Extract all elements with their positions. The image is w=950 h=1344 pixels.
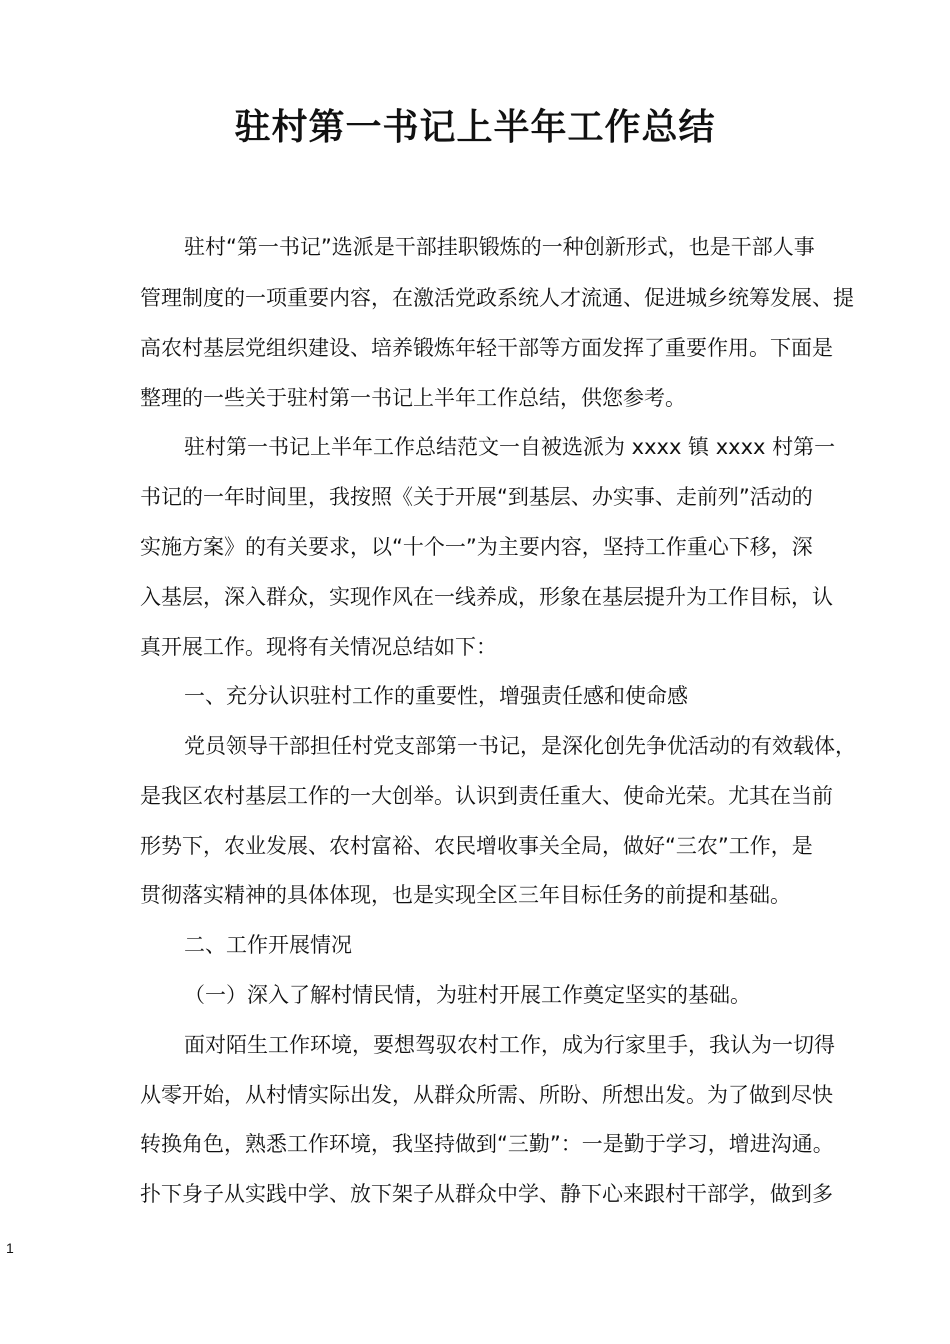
paragraph-line: 贯彻落实精神的具体体现，也是实现全区三年目标任务的前提和基础。 <box>140 883 791 907</box>
paragraph-line: 真开展工作。现将有关情况总结如下： <box>140 635 497 659</box>
subsection-heading: （一）深入了解村情民情，为驻村开展工作奠定坚实的基础。 <box>184 983 751 1007</box>
paragraph-line: 从零开始，从村情实际出发，从群众所需、所盼、所想出发。为了做到尽快 <box>140 1083 833 1107</box>
paragraph-line: 管理制度的一项重要内容，在激活党政系统人才流通、促进城乡统筹发展、提 <box>140 286 854 310</box>
paragraph-line: 党员领导干部担任村党支部第一书记，是深化创先争优活动的有效载体， <box>184 734 856 758</box>
document-title: 驻村第一书记上半年工作总结 <box>234 107 716 148</box>
paragraph-line: 书记的一年时间里，我按照《关于开展“到基层、办实事、走前列”活动的 <box>140 485 813 509</box>
paragraph-line: 转换角色，熟悉工作环境，我坚持做到“三勤”：一是勤于学习，增进沟通。 <box>140 1132 834 1156</box>
paragraph-line: 整理的一些关于驻村第一书记上半年工作总结，供您参考。 <box>140 386 686 410</box>
paragraph-line: 形势下，农业发展、农村富裕、农民增收事关全局，做好“三农”工作，是 <box>140 834 813 858</box>
paragraph-line: 扑下身子从实践中学、放下架子从群众中学、静下心来跟村干部学，做到多 <box>140 1182 833 1206</box>
section-heading: 二、工作开展情况 <box>184 933 352 957</box>
section-heading: 一、充分认识驻村工作的重要性，增强责任感和使命感 <box>184 684 688 708</box>
paragraph-line: 入基层，深入群众，实现作风在一线养成，形象在基层提升为工作目标，认 <box>140 585 833 609</box>
paragraph-line: 面对陌生工作环境，要想驾驭农村工作，成为行家里手，我认为一切得 <box>184 1033 835 1057</box>
paragraph-line: 高农村基层党组织建设、培养锻炼年轻干部等方面发挥了重要作用。下面是 <box>140 336 833 360</box>
paragraph-line: 驻村“第一书记”选派是干部挂职锻炼的一种创新形式，也是干部人事 <box>184 235 815 259</box>
paragraph-line: 驻村第一书记上半年工作总结范文一自被选派为 xxxx 镇 xxxx 村第一 <box>184 435 836 459</box>
paragraph-line: 实施方案》的有关要求，以“十个一”为主要内容，坚持工作重心下移，深 <box>140 535 813 559</box>
paragraph-line: 是我区农村基层工作的一大创举。认识到责任重大、使命光荣。尤其在当前 <box>140 784 833 808</box>
page-number: 1 <box>6 1240 14 1256</box>
